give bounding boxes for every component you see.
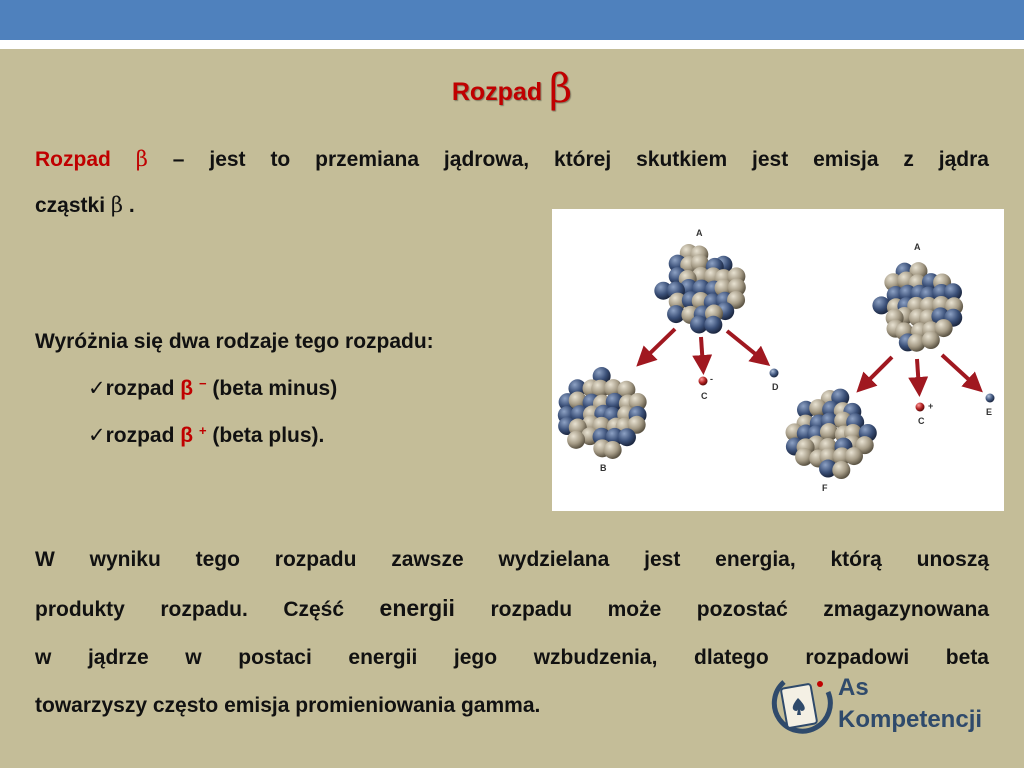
label-c1: C xyxy=(701,391,708,401)
energy-line-4: towarzyszy często emisja promieniowania gamma. xyxy=(35,694,541,717)
title-beta-symbol: β xyxy=(549,66,573,112)
label-plus: + xyxy=(928,401,934,411)
decay-diagram-svg xyxy=(552,209,1004,511)
label-e: E xyxy=(986,407,993,417)
nucleon xyxy=(704,316,722,334)
logo-text-kompetencji: Kompetencji xyxy=(838,706,983,733)
energy-line-3: w jądrze w postaci energii jego wzbudzenia, dlatego rozpadowi beta xyxy=(35,646,989,669)
header-divider xyxy=(0,40,1024,49)
nucleus-a2 xyxy=(872,262,963,352)
check-icon: ✓ xyxy=(88,424,106,447)
as-kompetencji-logo xyxy=(770,670,1010,750)
list-item-sign: − xyxy=(198,376,207,391)
list-item-desc: (beta plus). xyxy=(206,424,325,447)
definition-beta: β xyxy=(135,147,148,171)
list-item-desc: (beta minus) xyxy=(206,377,338,400)
nucleon xyxy=(604,441,622,459)
nucleon xyxy=(832,461,850,479)
list-item-text: rozpad xyxy=(105,377,181,400)
list-item-beta: β xyxy=(180,424,194,447)
nucleus-a1 xyxy=(654,244,745,334)
card-spade-icon xyxy=(770,672,834,744)
energy-line-2 xyxy=(35,584,989,634)
particle-c-electron xyxy=(699,377,708,386)
definition-text: – jest to przemiana jądrowa, której skutkiem jest emisja z jądra xyxy=(172,148,989,171)
nucleus-b xyxy=(558,367,647,459)
definition-period: . xyxy=(128,194,135,217)
list-item-text: rozpad xyxy=(105,424,181,447)
types-heading: Wyróżnia się dwa rodzaje tego rozpadu: xyxy=(35,330,434,353)
energy-line-2c: rozpadu może pozostać zmagazynowana xyxy=(490,598,990,621)
particle-e-neutrino xyxy=(986,394,995,403)
nuclei-group xyxy=(558,244,963,479)
label-f: F xyxy=(822,483,828,493)
list-item-beta: β xyxy=(180,377,194,400)
energy-line-2a: produkty rozpadu. Część xyxy=(35,598,345,621)
definition-text-2: cząstki xyxy=(35,194,106,217)
energy-word: energii xyxy=(379,595,455,621)
particle-d-antineutrino xyxy=(770,369,779,378)
slide-title xyxy=(0,66,1024,112)
label-d: D xyxy=(772,382,779,392)
nucleus-f xyxy=(786,389,877,479)
title-text: Rozpad xyxy=(451,78,550,106)
particle-c-positron xyxy=(916,403,925,412)
energy-line-1: W wyniku tego rozpadu zawsze wydzielana jest energia, którą unoszą xyxy=(35,548,989,571)
nucleon xyxy=(567,431,585,449)
list-item-beta-plus xyxy=(88,423,324,448)
header-bar xyxy=(0,0,1024,40)
label-minus: - xyxy=(710,374,713,384)
nucleon xyxy=(845,447,863,465)
nucleon xyxy=(922,331,940,349)
logo-text-as: As xyxy=(838,674,869,701)
definition-line-1 xyxy=(35,135,989,184)
label-a1: A xyxy=(696,228,703,238)
list-item-beta-minus xyxy=(88,376,337,401)
nucleon xyxy=(618,428,636,446)
label-a2: A xyxy=(914,242,921,252)
label-c2: C xyxy=(918,416,925,426)
check-icon: ✓ xyxy=(88,377,106,400)
definition-beta-2: β xyxy=(110,193,124,217)
definition-term: Rozpad xyxy=(35,148,111,171)
label-b: B xyxy=(600,463,607,473)
beta-decay-diagram xyxy=(552,209,1004,511)
list-item-sign: + xyxy=(198,423,207,438)
